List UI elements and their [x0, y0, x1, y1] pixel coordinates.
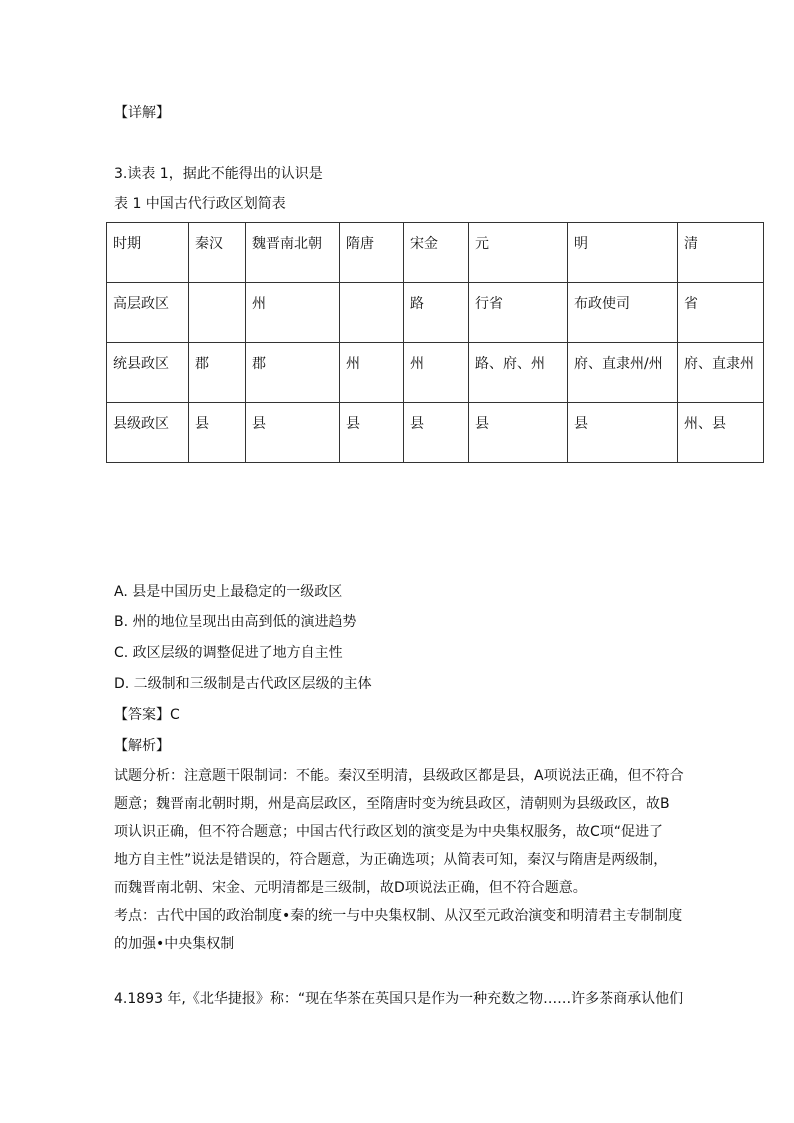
kaodian-line: 考点：古代中国的政治制度•秦的统一与中央集权制、从汉至元政治演变和明清君主专制制度	[114, 908, 683, 924]
table-cell: 高层政区	[107, 283, 189, 343]
table-cell: 路、府、州	[469, 343, 568, 403]
table-cell: 县	[469, 403, 568, 463]
table-cell: 隋唐	[340, 223, 404, 283]
analysis-line: 而魏晋南北朝、宋金、元明清都是三级制，故D项说法正确，但不符合题意。	[114, 880, 587, 896]
table-cell: 清	[678, 223, 764, 283]
table-cell: 府、直隶州	[678, 343, 764, 403]
table-cell: 县级政区	[107, 403, 189, 463]
table-cell: 元	[469, 223, 568, 283]
table-cell: 州、县	[678, 403, 764, 463]
table-cell: 宋金	[404, 223, 469, 283]
table-cell	[189, 283, 246, 343]
question-4-stem: 4.1893 年,《北华捷报》称：“现在华茶在英国只是作为一种充数之物……许多茶商承认他们	[114, 991, 684, 1007]
kaodian-text	[114, 902, 694, 958]
table-cell: 魏晋南北朝	[246, 223, 340, 283]
table-cell: 县	[404, 403, 469, 463]
table-cell: 时期	[107, 223, 189, 283]
table-cell: 县	[189, 403, 246, 463]
analysis-line: 地方自主性”说法是错误的，符合题意，为正确选项；从简表可知，秦汉与隋唐是两级制，	[114, 852, 668, 868]
question-3-stem: 3.读表 1，据此不能得出的认识是	[114, 166, 323, 182]
table-cell: 州	[340, 343, 404, 403]
table-cell: 统县政区	[107, 343, 189, 403]
table-row	[107, 343, 764, 403]
admin-division-table	[106, 222, 764, 463]
table-cell: 行省	[469, 283, 568, 343]
table-caption: 表 1 中国古代行政区划简表	[114, 196, 286, 212]
table-row	[107, 403, 764, 463]
analysis-text	[114, 762, 694, 902]
table-cell: 县	[340, 403, 404, 463]
table-cell	[340, 283, 404, 343]
table-cell: 州	[404, 343, 469, 403]
option-c: C. 政区层级的调整促进了地方自主性	[114, 645, 343, 661]
table-row	[107, 223, 764, 283]
analysis-line: 试题分析：注意题干限制词：不能。秦汉至明清，县级政区都是县，A项说法正确，但不符合	[114, 768, 684, 784]
detail-heading: 【详解】	[114, 105, 170, 121]
table-cell: 省	[678, 283, 764, 343]
table-cell: 县	[568, 403, 678, 463]
answer-line: 【答案】C	[114, 707, 180, 723]
analysis-line: 题意；魏晋南北朝时期，州是高层政区，至隋唐时变为统县政区，清朝则为县级政区，故B	[114, 796, 670, 812]
table-cell: 郡	[246, 343, 340, 403]
table-cell: 明	[568, 223, 678, 283]
table-row	[107, 283, 764, 343]
table-cell: 郡	[189, 343, 246, 403]
table-cell: 府、直隶州/州	[568, 343, 678, 403]
table-cell: 路	[404, 283, 469, 343]
table-cell: 州	[246, 283, 340, 343]
analysis-heading: 【解析】	[114, 738, 170, 754]
table-cell: 县	[246, 403, 340, 463]
option-a: A. 县是中国历史上最稳定的一级政区	[114, 584, 343, 600]
analysis-line: 项认识正确，但不符合题意；中国古代行政区划的演变是为中央集权服务，故C项“促进了	[114, 824, 664, 840]
table-cell: 布政使司	[568, 283, 678, 343]
kaodian-line: 的加强•中央集权制	[114, 936, 235, 952]
option-d: D. 二级制和三级制是古代政区层级的主体	[114, 676, 372, 692]
option-b: B. 州的地位呈现出由高到低的演进趋势	[114, 614, 357, 630]
table-cell: 秦汉	[189, 223, 246, 283]
